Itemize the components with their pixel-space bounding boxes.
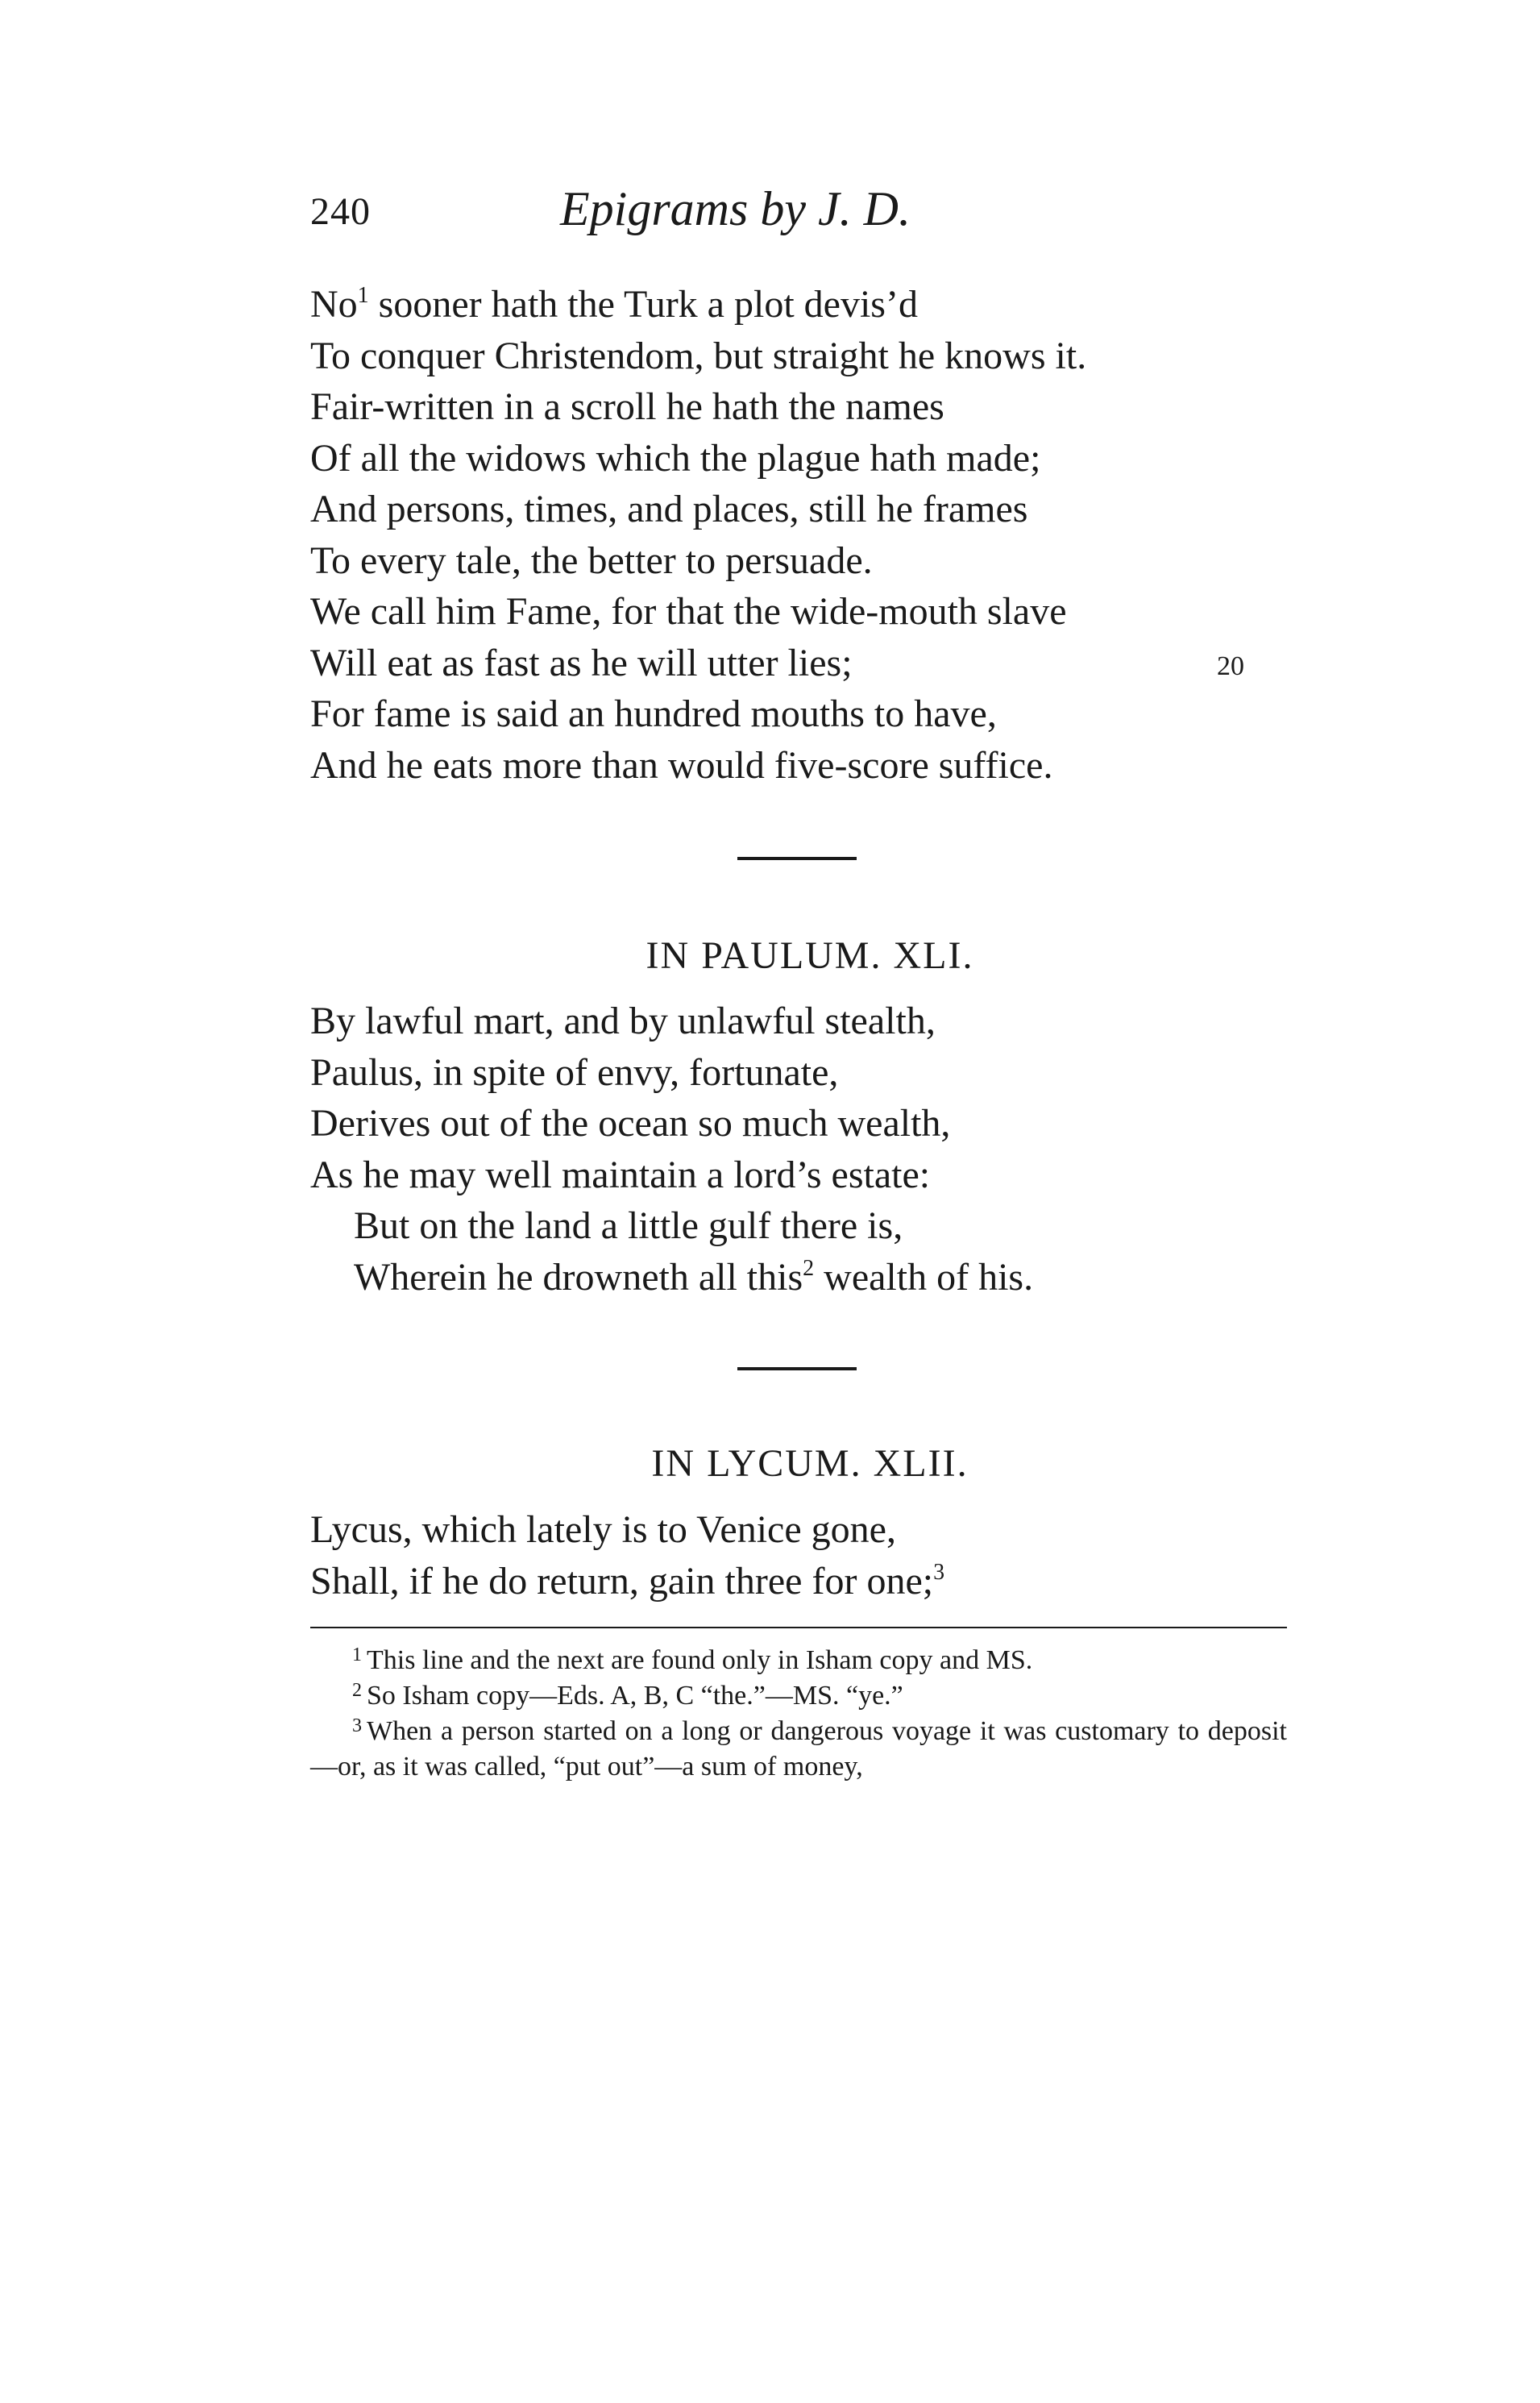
verse-line: Shall, if he do return, gain three for one;$^3$ [310, 1559, 945, 1603]
verse-line: And he eats more than would five-score suffice. [310, 743, 1053, 787]
verse-line: Will eat as fast as he will utter lies; 20 [310, 638, 1086, 689]
page-number: 240 [310, 190, 371, 233]
footnotes [310, 1643, 1287, 1785]
footnote-divider [310, 1627, 1287, 1628]
section-divider [737, 1367, 857, 1370]
poem-title: IN PAULUM. XLI. [645, 934, 974, 977]
footnote-ref: 3 [933, 1559, 945, 1585]
verse-line: And persons, times, and places, still he frames [310, 488, 1028, 530]
running-title: Epigrams by J. D. [560, 182, 911, 235]
verse-line: Derives out of the ocean so much wealth, [310, 1102, 951, 1145]
footnote-ref: 1 [357, 283, 369, 308]
footnote: $^2$ So Isham copy—Eds. A, B, C “the.”—MS. “ye.” [352, 1680, 903, 1711]
footnote-mark: 3 [352, 1715, 362, 1736]
line-number: 20 [1217, 651, 1244, 681]
footnote-mark: 2 [352, 1680, 362, 1701]
verse-line: To every tale, the better to persuade. [310, 538, 873, 582]
section-divider [737, 857, 857, 860]
verse-line: For fame is said an hundred mouths to have, [310, 692, 997, 735]
poem-in-lycum [310, 1504, 944, 1607]
poem-title: IN LYCUM. XLII. [651, 1442, 969, 1485]
footnote: $^1$ This line and the next are found only in Isham copy and MS. [352, 1644, 1033, 1675]
verse-line: By lawful mart, and by unlawful stealth, [310, 1000, 936, 1042]
verse-line: To conquer Christendom, but straight he knows it. [310, 334, 1087, 377]
verse-line: But on the land a little gulf there is, [354, 1204, 903, 1247]
verse-line: Of all the widows which the plague hath made; [310, 436, 1041, 480]
footnote: $^3$ When a person started on a long or dangerous voyage it was customary to deposit—or, as it was called, “put out”—a sum of money, [310, 1715, 1287, 1781]
verse-line: We call him Fame, for that the wide-mouth slave [310, 590, 1067, 633]
verse-line: Fair-written in a scroll he hath the names [310, 385, 944, 428]
page-header [310, 181, 1318, 254]
verse-line: Paulus, in spite of envy, fortunate, [310, 1050, 839, 1094]
footnote-ref: 2 [803, 1255, 815, 1281]
verse-line: As he may well maintain a lord’s estate: [310, 1153, 931, 1196]
verse-line: Wherein he drowneth all this$^2$ wealth of his. [354, 1255, 1034, 1299]
footnote-mark: 1 [352, 1644, 362, 1665]
verse-line: No$^1$ sooner hath the Turk a plot devis’d [310, 283, 918, 326]
verse-line: Lycus, which lately is to Venice gone, [310, 1508, 896, 1551]
poem-in-paulum [310, 996, 1033, 1303]
continued-poem [310, 279, 1244, 791]
